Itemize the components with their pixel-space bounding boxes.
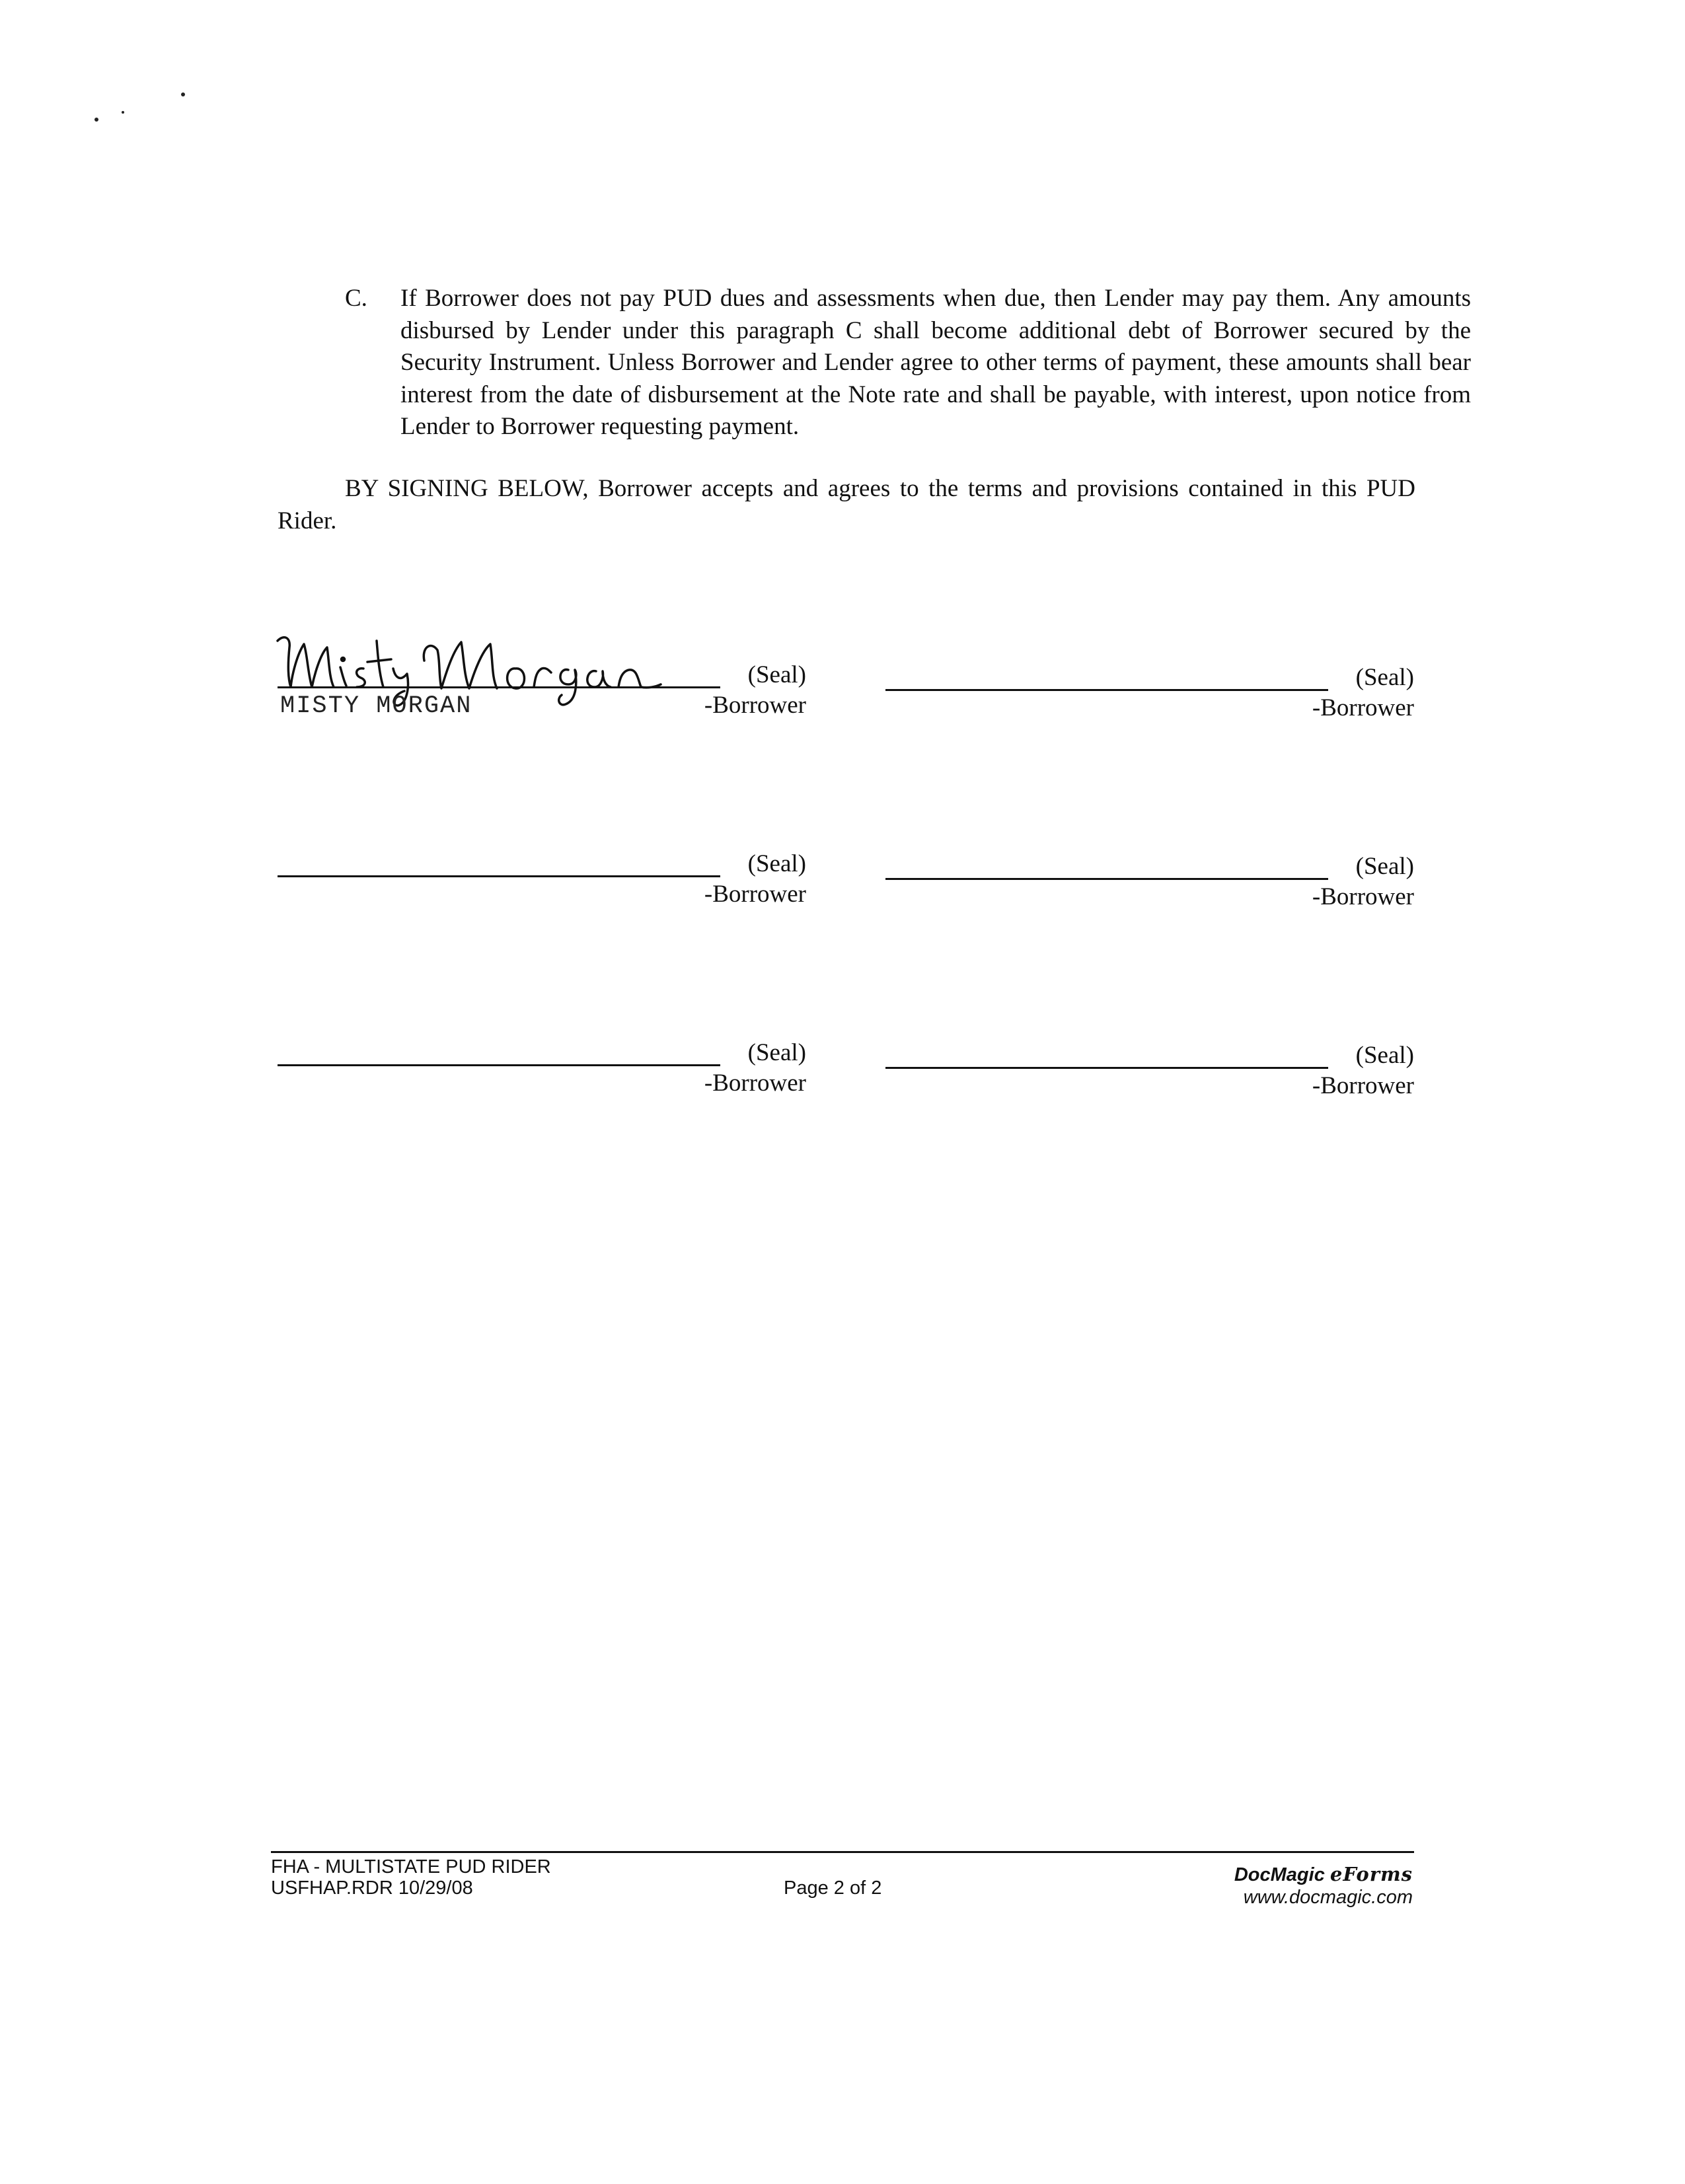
form-title: FHA - MULTISTATE PUD RIDER	[271, 1856, 551, 1877]
seal-label: (Seal)	[747, 850, 806, 877]
paragraph-c	[345, 283, 1471, 443]
signature-block-2	[885, 663, 1414, 736]
scan-speck	[94, 118, 98, 122]
borrower-label: -Borrower	[1312, 883, 1414, 910]
seal-label: (Seal)	[747, 661, 806, 688]
page-number: Page 2 of 2	[784, 1877, 882, 1899]
printed-borrower-name: MISTY MORGAN	[280, 692, 472, 720]
signature-block-6	[885, 1041, 1414, 1114]
signing-statement: BY SIGNING BELOW, Borrower accepts and agrees to the terms and provisions contained in this PUD Rider.	[278, 475, 1415, 534]
signature-line	[885, 878, 1328, 880]
brand-logo	[1234, 1863, 1413, 1886]
scan-speck	[122, 111, 124, 114]
seal-label: (Seal)	[1355, 664, 1414, 691]
borrower-label: -Borrower	[704, 692, 806, 719]
footer-form-info	[271, 1856, 551, 1899]
paragraph-c-text: If Borrower does not pay PUD dues and assessments when due, then Lender may pay them. Any amounts disbursed by Lender under this paragraph C shall become additional debt of Borrower secured by the Security Instrument. Unless Borrower and Lender agree to other terms of payment, these amounts shall bear interest from the date of disbursement at the Note rate and shall be payable, with interest, upon notice from Lender to Borrower requesting payment.	[400, 285, 1471, 440]
signature-line	[885, 689, 1328, 691]
scan-speck	[181, 92, 185, 96]
signature-line	[278, 686, 720, 688]
form-code: USFHAP.RDR 10/29/08	[271, 1877, 473, 1899]
borrower-label: -Borrower	[1312, 1072, 1414, 1099]
signature-block-5	[278, 1038, 806, 1111]
footer-divider	[271, 1851, 1414, 1853]
signature-block-4	[885, 852, 1414, 925]
brand-name: DocMagic	[1234, 1864, 1325, 1885]
borrower-label: -Borrower	[704, 881, 806, 908]
borrower-label: -Borrower	[704, 1070, 806, 1097]
signature-line	[278, 1064, 720, 1066]
paragraph-c-letter: C.	[345, 285, 367, 312]
borrower-label: -Borrower	[1312, 694, 1414, 721]
signature-block-1	[278, 661, 806, 733]
signature-block-3	[278, 850, 806, 922]
footer-brand	[1234, 1863, 1413, 1909]
seal-label: (Seal)	[747, 1039, 806, 1066]
signature-line	[278, 875, 720, 877]
seal-label: (Seal)	[1355, 853, 1414, 880]
seal-label: (Seal)	[1355, 1042, 1414, 1069]
signature-line	[885, 1067, 1328, 1069]
website-link: www.docmagic.com	[1243, 1887, 1413, 1908]
brand-suffix: eForms	[1329, 1863, 1413, 1885]
